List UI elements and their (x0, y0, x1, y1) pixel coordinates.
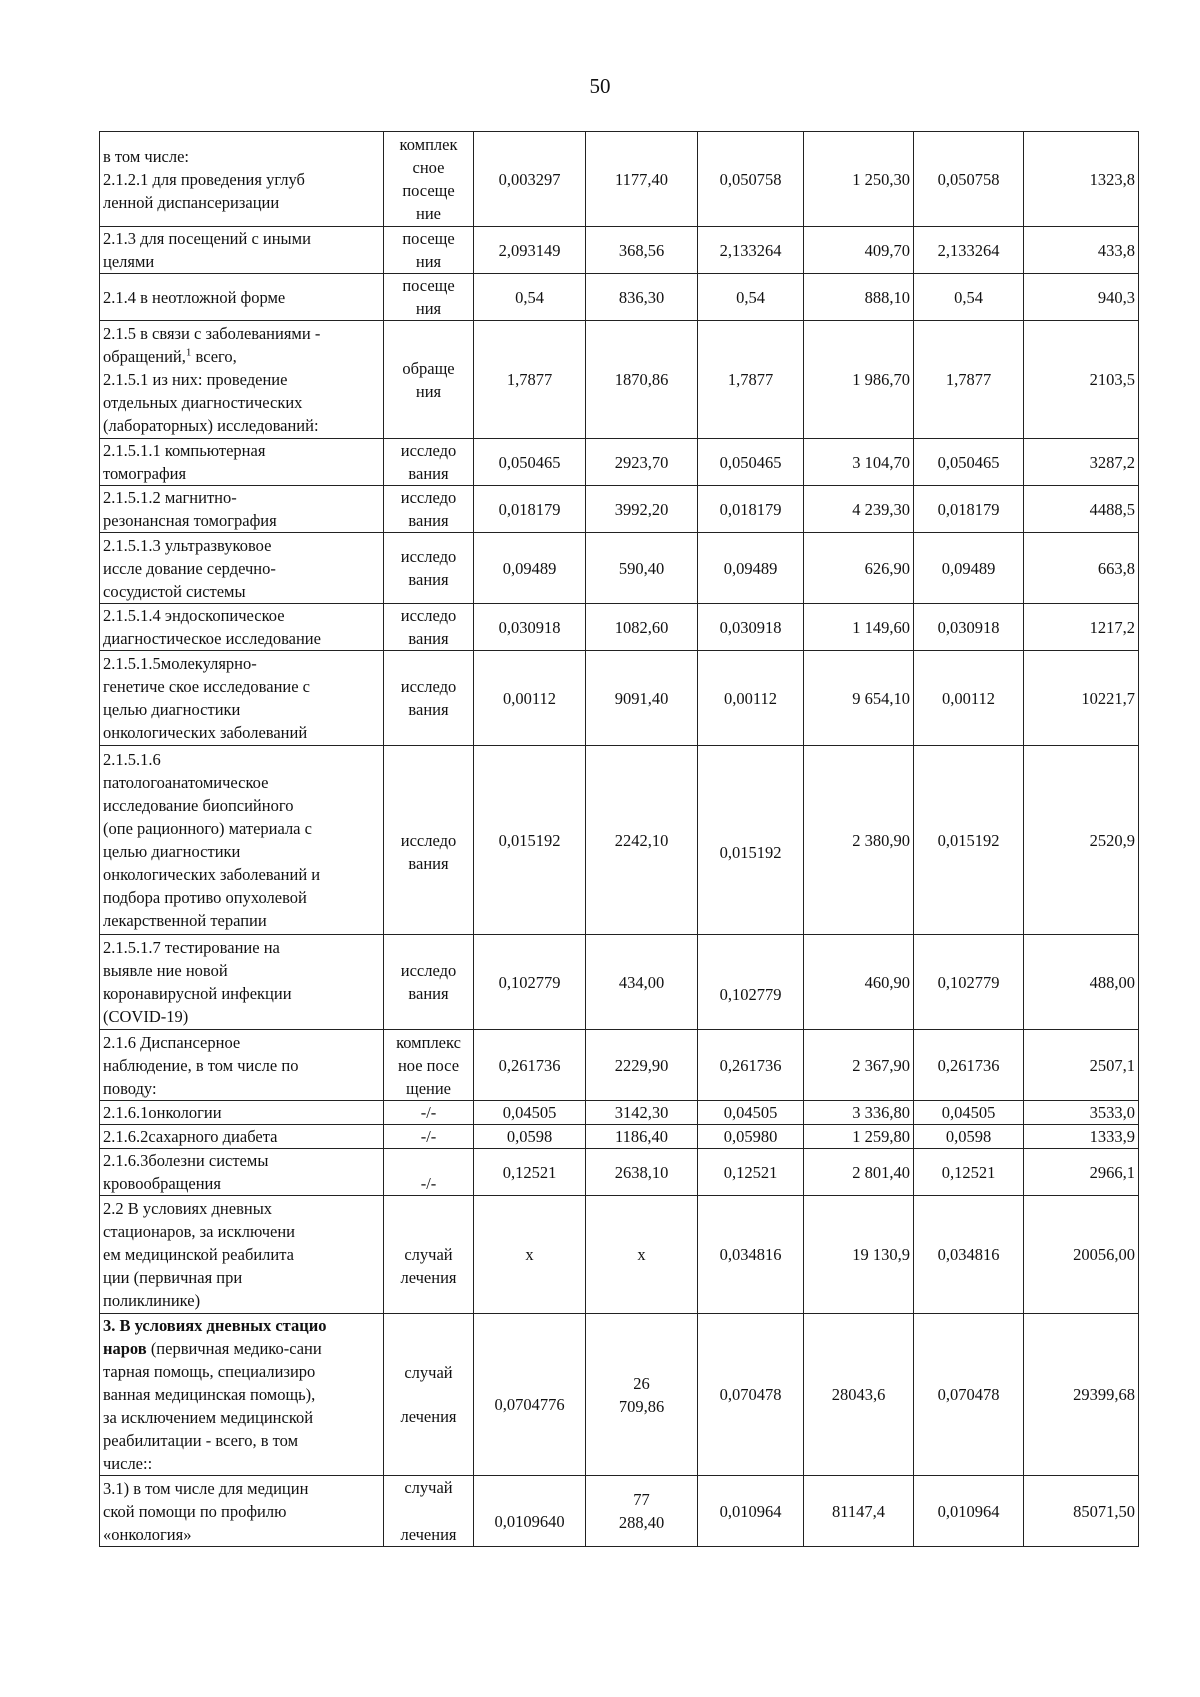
row-name: 2.1.6.1онкологии (100, 1101, 384, 1125)
row-name: 2.1.3 для посещений с иными целями (100, 227, 384, 274)
cell-value: 663,8 (1024, 533, 1139, 604)
cell-value: 2 367,90 (804, 1030, 914, 1101)
cell-value: 0,261736 (474, 1030, 586, 1101)
cell-value: 0,05980 (698, 1125, 804, 1149)
cell-value: 3 336,80 (804, 1101, 914, 1125)
cell-value: 433,8 (1024, 227, 1139, 274)
cell-value: 0,034816 (914, 1196, 1024, 1314)
row-unit: обраще ния (384, 321, 474, 439)
row-unit: исследо вания (384, 439, 474, 486)
cell-value: 0,050465 (474, 439, 586, 486)
cell-value: 0,030918 (474, 604, 586, 651)
row-name: 2.1.5 в связи с заболеваниями - обращений,$^1$ всего, 2.1.5.1 из них: проведение отдельных диагностических (лабораторных) исследований: (100, 321, 384, 439)
cell-value: 590,40 (586, 533, 698, 604)
cell-value: 2,133264 (914, 227, 1024, 274)
row-unit: исследо вания (384, 533, 474, 604)
cell-value: 0,54 (698, 274, 804, 321)
cell-value: 2103,5 (1024, 321, 1139, 439)
cell-value: 0,54 (474, 274, 586, 321)
cell-value: 0,034816 (698, 1196, 804, 1314)
cell-value: 20056,00 (1024, 1196, 1139, 1314)
cell-value: 3142,30 (586, 1101, 698, 1125)
cell-value: 0,12521 (698, 1149, 804, 1196)
table-row (100, 1196, 1139, 1314)
row-unit: -/- (384, 1101, 474, 1125)
cell-value: 0,00112 (698, 651, 804, 746)
table-row (100, 746, 1139, 935)
cell-value: 2 380,90 (804, 746, 914, 935)
cell-value: 0,015192 (474, 746, 586, 935)
cell-value: 1,7877 (698, 321, 804, 439)
row-name: 2.1.5.1.5молекулярно- генетиче ское исследование с целью диагностики онкологических заболеваний (100, 651, 384, 746)
cell-value: 0,54 (914, 274, 1024, 321)
row-name: 2.1.5.1.3 ультразвуковое иссле дование сердечно- сосудистой системы (100, 533, 384, 604)
cell-value: 0,070478 (914, 1314, 1024, 1476)
table-row (100, 1149, 1139, 1196)
cell-value: 0,102779 (698, 935, 804, 1030)
cell-value: 3992,20 (586, 486, 698, 533)
cell-value: х (586, 1196, 698, 1314)
row-name: 2.1.5.1.7 тестирование на выявле ние новой коронавирусной инфекции (COVID-19) (100, 935, 384, 1030)
row-unit: случай лечения (384, 1314, 474, 1476)
table-row (100, 132, 1139, 227)
cell-value: 1323,8 (1024, 132, 1139, 227)
cell-value: 9091,40 (586, 651, 698, 746)
cell-value: 29399,68 (1024, 1314, 1139, 1476)
cell-value: 1870,86 (586, 321, 698, 439)
cell-value: 2638,10 (586, 1149, 698, 1196)
row-unit: исследо вания (384, 746, 474, 935)
cell-value: 0,102779 (474, 935, 586, 1030)
cell-value: 626,90 (804, 533, 914, 604)
cell-value: 0,050465 (698, 439, 804, 486)
cell-value: 2 801,40 (804, 1149, 914, 1196)
cell-value: 0,050758 (914, 132, 1024, 227)
row-unit: исследо вания (384, 486, 474, 533)
page-number: 50 (589, 74, 611, 98)
cell-value: 4 239,30 (804, 486, 914, 533)
table-row (100, 604, 1139, 651)
cell-value: 2923,70 (586, 439, 698, 486)
row-name: 2.1.5.1.6 патологоанатомическое исследование биопсийного (опе рационного) материала с целью диагностики онкологических заболеваний и подбора противо опухолевой лекарственной терапии (100, 746, 384, 935)
cell-value: 4488,5 (1024, 486, 1139, 533)
table-row (100, 227, 1139, 274)
table-row (100, 1476, 1139, 1547)
cell-value: 3 104,70 (804, 439, 914, 486)
cell-value: х (474, 1196, 586, 1314)
tariff-table (99, 131, 1139, 1547)
cell-value: 26 709,86 (586, 1314, 698, 1476)
cell-value: 1217,2 (1024, 604, 1139, 651)
cell-value: 3287,2 (1024, 439, 1139, 486)
cell-value: 434,00 (586, 935, 698, 1030)
table-row (100, 321, 1139, 439)
cell-value: 0,030918 (698, 604, 804, 651)
row-unit: исследо вания (384, 604, 474, 651)
cell-value: 19 130,9 (804, 1196, 914, 1314)
cell-value: 0,04505 (914, 1101, 1024, 1125)
cell-value: 2,133264 (698, 227, 804, 274)
table-row (100, 486, 1139, 533)
row-name: 2.2 В условиях дневных стационаров, за исключени ем медицинской реабилита ции (первичная при поликлинике) (100, 1196, 384, 1314)
cell-value: 0,015192 (698, 746, 804, 935)
table-row (100, 274, 1139, 321)
cell-value: 888,10 (804, 274, 914, 321)
cell-value: 0,12521 (914, 1149, 1024, 1196)
row-name: 2.1.6.2сахарного диабета (100, 1125, 384, 1149)
row-name: 3.1) в том числе для медицин ской помощи по профилю «онкология» (100, 1476, 384, 1547)
cell-value: 0,018179 (698, 486, 804, 533)
row-unit: комплек сное посеще ние (384, 132, 474, 227)
cell-value: 0,102779 (914, 935, 1024, 1030)
cell-value: 81147,4 (804, 1476, 914, 1547)
cell-value: 488,00 (1024, 935, 1139, 1030)
cell-value: 368,56 (586, 227, 698, 274)
cell-value: 0,04505 (474, 1101, 586, 1125)
footnote-marker: 1 (185, 346, 192, 359)
cell-value: 10221,7 (1024, 651, 1139, 746)
cell-value: 0,003297 (474, 132, 586, 227)
cell-value: 1 986,70 (804, 321, 914, 439)
cell-value: 836,30 (586, 274, 698, 321)
row-name: 3. В условиях дневных стацио наров (первичная медико-сани тарная помощь, специализиро ванная медицинская помощь), за исключением медицинской реабилитации - всего, в том числе:: (100, 1314, 384, 1476)
table-row (100, 533, 1139, 604)
row-unit: -/- (384, 1125, 474, 1149)
row-name: 2.1.6.3болезни системы кровообращения (100, 1149, 384, 1196)
cell-value: 2229,90 (586, 1030, 698, 1101)
cell-value: 1186,40 (586, 1125, 698, 1149)
cell-value: 1333,9 (1024, 1125, 1139, 1149)
cell-value: 0,0598 (914, 1125, 1024, 1149)
table-row (100, 1030, 1139, 1101)
row-name: 2.1.4 в неотложной форме (100, 274, 384, 321)
cell-value: 0,0704776 (474, 1314, 586, 1476)
cell-value: 0,09489 (474, 533, 586, 604)
cell-value: 3533,0 (1024, 1101, 1139, 1125)
cell-value: 1082,60 (586, 604, 698, 651)
row-unit: посеще ния (384, 274, 474, 321)
cell-value: 0,0109640 (474, 1476, 586, 1547)
cell-value: 2,093149 (474, 227, 586, 274)
cell-value: 1 250,30 (804, 132, 914, 227)
row-name: 2.1.5.1.2 магнитно- резонансная томография (100, 486, 384, 533)
cell-value: 0,018179 (474, 486, 586, 533)
cell-value: 0,010964 (914, 1476, 1024, 1547)
table-row (100, 935, 1139, 1030)
cell-value: 28043,6 (804, 1314, 914, 1476)
cell-value: 0,015192 (914, 746, 1024, 935)
row-unit: случай лечения (384, 1196, 474, 1314)
table-row (100, 1314, 1139, 1476)
row-name: 2.1.5.1.1 компьютерная томография (100, 439, 384, 486)
cell-value: 1,7877 (474, 321, 586, 439)
cell-value: 2520,9 (1024, 746, 1139, 935)
cell-value: 85071,50 (1024, 1476, 1139, 1547)
cell-value: 1 149,60 (804, 604, 914, 651)
cell-value: 77 288,40 (586, 1476, 698, 1547)
cell-value: 0,030918 (914, 604, 1024, 651)
table-row (100, 1125, 1139, 1149)
cell-value: 0,12521 (474, 1149, 586, 1196)
cell-value: 0,09489 (698, 533, 804, 604)
cell-value: 0,070478 (698, 1314, 804, 1476)
row-unit: посеще ния (384, 227, 474, 274)
cell-value: 0,010964 (698, 1476, 804, 1547)
row-unit: исследо вания (384, 935, 474, 1030)
cell-value: 1 259,80 (804, 1125, 914, 1149)
cell-value: 9 654,10 (804, 651, 914, 746)
cell-value: 2507,1 (1024, 1030, 1139, 1101)
cell-value: 0,261736 (698, 1030, 804, 1101)
row-unit: -/- (384, 1149, 474, 1196)
cell-value: 2242,10 (586, 746, 698, 935)
cell-value: 460,90 (804, 935, 914, 1030)
cell-value: 0,050465 (914, 439, 1024, 486)
cell-value: 0,04505 (698, 1101, 804, 1125)
cell-value: 0,09489 (914, 533, 1024, 604)
row-name: 2.1.6 Диспансерное наблюдение, в том числе по поводу: (100, 1030, 384, 1101)
cell-value: 0,050758 (698, 132, 804, 227)
cell-value: 409,70 (804, 227, 914, 274)
cell-value: 1177,40 (586, 132, 698, 227)
cell-value: 0,00112 (474, 651, 586, 746)
cell-value: 1,7877 (914, 321, 1024, 439)
cell-value: 0,0598 (474, 1125, 586, 1149)
table-row (100, 439, 1139, 486)
table-row (100, 1101, 1139, 1125)
cell-value: 2966,1 (1024, 1149, 1139, 1196)
cell-value: 940,3 (1024, 274, 1139, 321)
cell-value: 0,261736 (914, 1030, 1024, 1101)
row-unit: комплекс ное посе щение (384, 1030, 474, 1101)
row-unit: случай лечения (384, 1476, 474, 1547)
table-row (100, 651, 1139, 746)
cell-value: 0,00112 (914, 651, 1024, 746)
row-name: 2.1.5.1.4 эндоскопическое диагностическое исследование (100, 604, 384, 651)
cell-value: 0,018179 (914, 486, 1024, 533)
row-unit: исследо вания (384, 651, 474, 746)
row-name: в том числе: 2.1.2.1 для проведения углуб ленной диспансеризации (100, 132, 384, 227)
